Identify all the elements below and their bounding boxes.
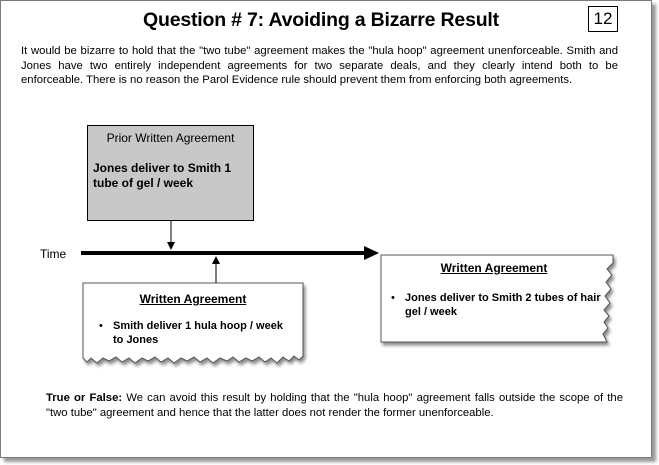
timeline-arrowhead [364,246,379,260]
left-agreement-card [87,286,299,352]
right-agreement-heading: Written Agreement [440,261,548,275]
intro-paragraph: It would be bizarre to hold that the "two tube" agreement makes the "hula hoop" agreement unenforceable. Smith and Jones have two entirely independent agreements for two separate deals, and they clearly intend both to be enforceable. There is no reason the Parol Evidence rule should prevent them from enforcing both agreements. [21,45,618,86]
time-label: Time [40,247,67,261]
bullet-icon: • [99,320,103,332]
true-false-text: We can avoid this result by holding that the "hula hoop" agreement falls outside the scope of the "two tube" agreement and hence that the latter does not render the former unenforceable. [46,392,623,419]
slide-title: Question # 7: Avoiding a Bizarre Result [143,9,499,31]
left-agreement-list [99,320,289,347]
right-agreement-list [391,292,601,319]
prior-agreement-box [87,125,254,221]
list-item [391,292,601,319]
right-agreement-card [385,258,603,338]
true-false-label: True or False: [46,392,123,404]
true-false-question [46,391,623,420]
bullet-icon: • [391,292,395,304]
list-item [99,320,289,347]
right-agreement-item: Jones deliver to Smith 2 tubes of hair gel / week [405,292,601,318]
left-agreement-heading: Written Agreement [139,292,247,306]
left-agreement-item: Smith deliver 1 hula hoop / week to Jones [113,320,283,346]
prior-agreement-body: Jones deliver to Smith 1 tube of gel / week [93,161,232,190]
slide-number: 12 [588,6,618,32]
prior-agreement-heading: Prior Written Agreement [106,131,235,145]
